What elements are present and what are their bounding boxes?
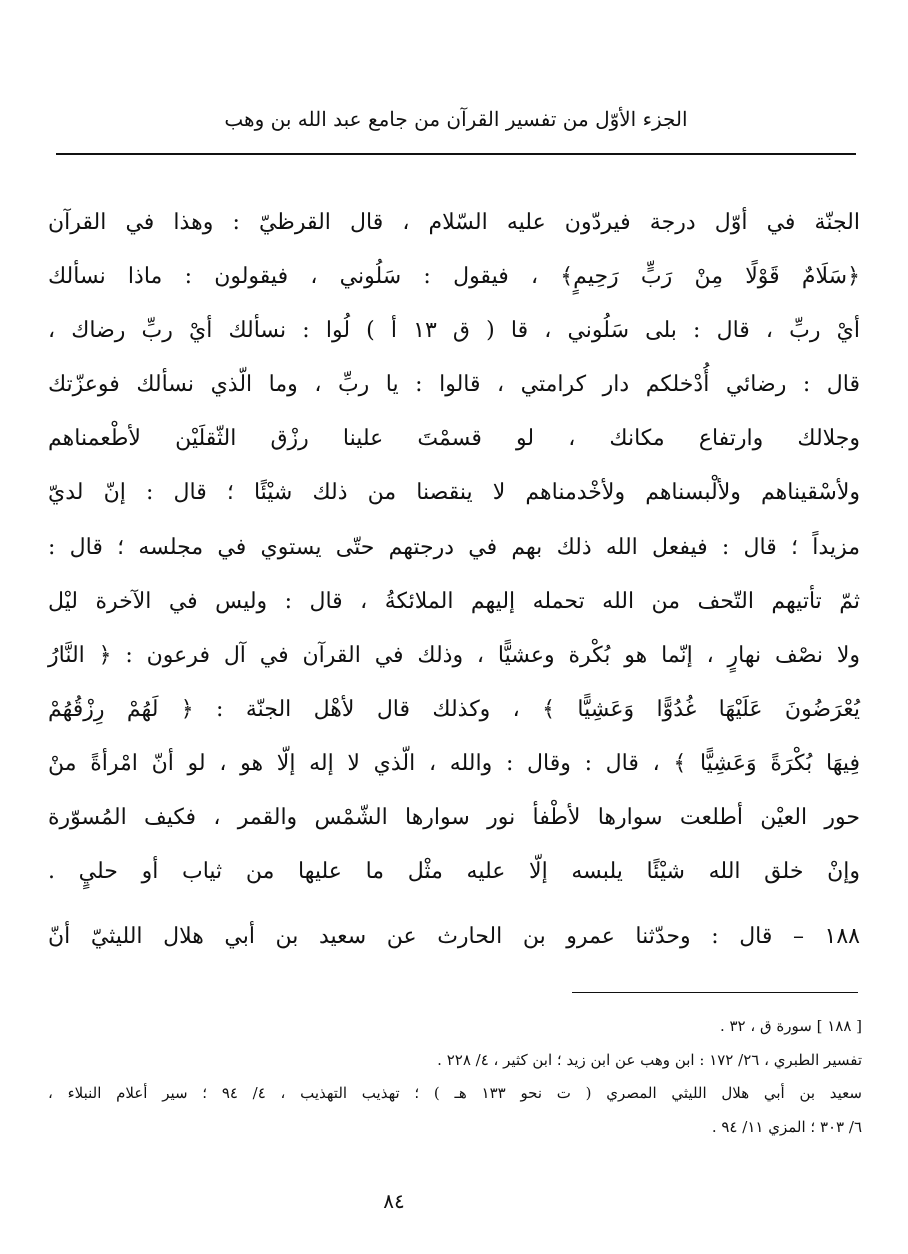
footnotes	[48, 1010, 862, 1144]
footnote-line: تفسير الطبري ، ٢٦/ ١٧٢ : ابن وهب عن ابن زيد ؛ ابن كثير ، ٤/ ٢٢٨ .	[437, 1050, 862, 1069]
page-number: ٨٤	[383, 1189, 405, 1213]
running-header: الجزء الأوّل من تفسير القرآن من جامع عبد الله بن وهب	[224, 107, 688, 131]
footnote-line: سعيد بن أبي هلال الليثي المصري ( ت نحو ١٣٣ هـ ) ؛ تهذيب التهذيب ، ٤/ ٩٤ ؛ سير أعلام النبلاء ،	[48, 1084, 862, 1102]
body-line: فِيهَا بُكْرَةً وَعَشِيًّا ﴾ ، قال : وقال : والله ، الّذي لا إله إلّا هو ، لو أنّ امْرأةً منْ	[48, 750, 860, 776]
body-line: حور العيْن أطلعت سوارها لأطْفأ نور سوارها الشّمْس والقمر ، فكيف المُسوّرة	[48, 805, 860, 831]
body-line: وجلالك وارتفاع مكانك ، لو قسمْتَ علينا رزْق الثّقلَيْن لأطْعمناهم	[48, 426, 860, 452]
hadith-opening-line: ١٨٨ – قال : وحدّثنا عمرو بن الحارث عن سعيد بن أبي هلال الليثيّ أنّ	[48, 924, 860, 949]
body-line: ثمّ تأتيهم التّحف من الله تحمله إليهم الملائكةُ ، قال : وليس في الآخرة ليْل	[48, 588, 860, 614]
body-line-last: وإنْ خلق الله شيْئًا يلبسه إلّا عليه مثْل ما عليها من ثياب أو حليٍ .	[48, 859, 860, 885]
body-line: ﴿سَلَامٌ قَوْلًا مِنْ رَبٍّ رَحِيمٍ﴾ ، فيقول : سَلُوني ، فيقولون : ماذا نسألك	[48, 264, 860, 290]
body-text	[48, 196, 860, 899]
body-line: ولا نصْف نهارٍ ، إنّما هو بُكْرة وعشيًّا ، وذلك في القرآن في آل فرعون : ﴿ النَّارُ	[48, 642, 860, 668]
body-line: قال : رضائي أُدْخلكم دار كرامتي ، قالوا : يا ربِّ ، وما الّذي نسألك فوعزّتك	[48, 372, 860, 398]
header-rule	[56, 153, 856, 155]
body-line: مزيداً ؛ قال : فيفعل الله ذلك بهم في درجتهم حتّى يستوي في مجلسه ؛ قال :	[48, 534, 860, 560]
footnote-line: [ ١٨٨ ] سورة ق ، ٣٢ .	[719, 1017, 862, 1035]
footnote-line: ٦/ ٣٠٣ ؛ المزي ١١/ ٩٤ .	[711, 1117, 862, 1136]
body-line: الجنّة في أوّل درجة فيردّون عليه السّلام ، قال القرظيّ : وهذا في القرآن	[48, 210, 860, 235]
body-line: يُعْرَضُونَ عَلَيْهَا غُدُوًّا وَعَشِيًّا ﴾ ، وكذلك قال لأهْل الجنّة : ﴿ لَهُمْ رِزْقُهُمْ	[48, 696, 860, 722]
footnote-separator	[572, 992, 858, 993]
body-line: ولأسْقيناهم ولألْبسناهم ولأخْدمناهم لا ينقصنا من ذلك شيْئًا ؛ قال : إنّ لديّ	[48, 480, 860, 506]
body-line: أيْ ربِّ ، قال : بلى سَلُوني ، قا ( ق ١٣ أ ) لُوا : نسألك أيْ ربِّ رضاك ،	[48, 318, 860, 344]
